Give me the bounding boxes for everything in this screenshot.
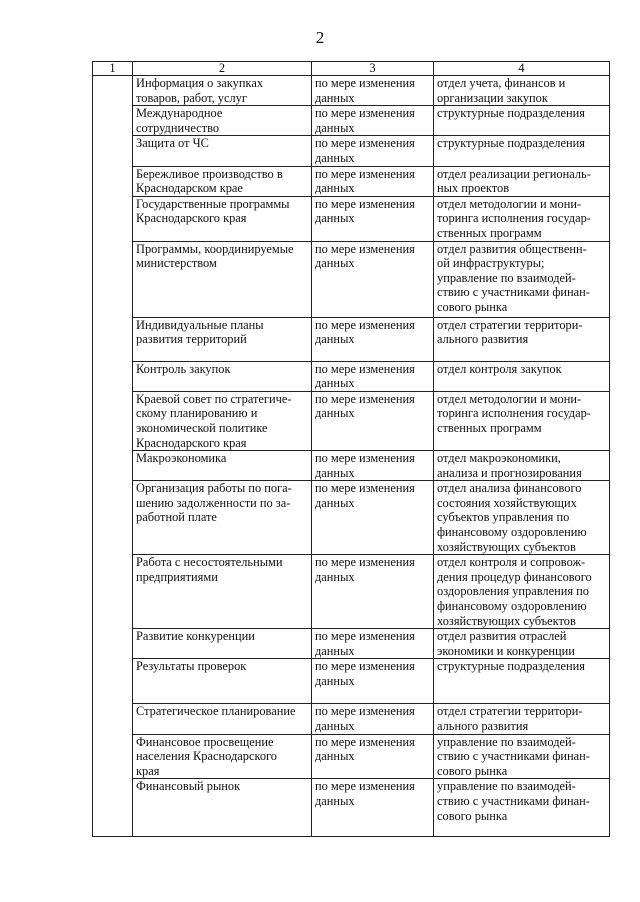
table-row [93, 734, 610, 779]
table-row [93, 391, 610, 450]
update-period-cell-text: по мере изменения данных [315, 555, 415, 584]
topic-cell [133, 241, 312, 317]
responsible-unit-cell-text: отдел методологии и мони- торинга исполнения государ- ственных программ [437, 391, 591, 435]
responsible-unit-cell-text: отдел реализации региональ- ных проектов [437, 166, 591, 196]
topic-cell [133, 451, 312, 481]
responsible-unit-cell-text: структурные подразделения [437, 659, 585, 674]
responsible-unit-cell-text: отдел макроэкономики, анализа и прогнозирования [437, 451, 582, 480]
update-period-cell-text: по мере изменения данных [315, 361, 415, 391]
row-number-cell [93, 196, 133, 241]
update-period-cell [312, 779, 434, 837]
update-period-cell [312, 317, 434, 361]
update-period-cell [312, 555, 434, 629]
table-row [93, 555, 610, 629]
row-number-cell [93, 629, 133, 659]
topic-cell-text: Международное сотрудничество [136, 106, 223, 135]
table-header-row [93, 62, 610, 76]
topic-cell [133, 136, 312, 166]
update-period-cell [312, 106, 434, 136]
row-number-cell [93, 451, 133, 481]
table-row [93, 704, 610, 734]
topic-cell [133, 659, 312, 704]
topic-cell [133, 317, 312, 361]
update-period-cell [312, 451, 434, 481]
topic-cell [133, 196, 312, 241]
responsible-unit-cell [434, 704, 610, 734]
responsible-unit-cell [434, 196, 610, 241]
responsible-unit-cell [434, 659, 610, 704]
update-period-cell [312, 196, 434, 241]
row-number-cell [93, 241, 133, 317]
update-period-cell-text: по мере изменения данных [315, 779, 415, 809]
topic-cell-text: Защита от ЧС [136, 136, 209, 151]
topic-cell-text: Контроль закупок [136, 361, 231, 376]
update-period-cell [312, 391, 434, 450]
row-number-cell [93, 391, 133, 450]
responsible-unit-cell [434, 629, 610, 659]
update-period-cell-text: по мере изменения данных [315, 166, 415, 196]
table-row [93, 76, 610, 106]
topic-cell-text: Государственные программы Краснодарского края [136, 196, 290, 226]
table-row [93, 659, 610, 704]
row-number-cell [93, 704, 133, 734]
column-header: 4 [434, 62, 610, 76]
topic-cell [133, 779, 312, 837]
update-period-cell-text: по мере изменения данных [315, 76, 415, 105]
topic-cell [133, 555, 312, 629]
responsible-unit-cell-text: структурные подразделения [437, 136, 585, 151]
topic-cell [133, 166, 312, 196]
responsible-unit-cell [434, 391, 610, 450]
responsible-unit-cell-text: отдел развития общественн- ой инфраструктуры; управление по взаимодей- ствию с участниками финан- сового рынка [437, 241, 590, 314]
responsible-unit-cell-text: отдел стратегии территори- ального развития [437, 317, 583, 347]
column-header: 2 [133, 62, 312, 76]
responsible-unit-cell [434, 166, 610, 196]
topic-cell [133, 629, 312, 659]
topic-cell-text: Макроэкономика [136, 451, 227, 466]
update-period-cell-text: по мере изменения данных [315, 734, 415, 764]
responsible-unit-cell-text: отдел учета, финансов и организации закупок [437, 76, 566, 105]
update-period-cell [312, 361, 434, 391]
topic-cell-text: Индивидуальные планы развития территорий [136, 317, 264, 347]
update-period-cell-text: по мере изменения данных [315, 241, 415, 271]
responsible-unit-cell [434, 555, 610, 629]
responsible-unit-cell [434, 136, 610, 166]
table-body [93, 76, 610, 837]
update-period-cell [312, 659, 434, 704]
topic-cell-text: Развитие конкуренции [136, 629, 255, 644]
table-row [93, 451, 610, 481]
table-row [93, 106, 610, 136]
update-period-cell-text: по мере изменения данных [315, 481, 415, 510]
update-period-cell [312, 704, 434, 734]
update-period-cell-text: по мере изменения данных [315, 391, 415, 421]
topic-cell-text: Результаты проверок [136, 659, 247, 674]
topic-cell [133, 704, 312, 734]
update-period-cell-text: по мере изменения данных [315, 451, 415, 480]
responsible-unit-cell-text: отдел анализа финансового состояния хозяйствующих субъектов управления по финансовому оздоровлению хозяйствующих субъектов [437, 481, 587, 554]
responsible-unit-cell-text: отдел контроля закупок [437, 361, 562, 376]
responsible-unit-cell [434, 361, 610, 391]
row-number-cell [93, 779, 133, 837]
update-period-cell-text: по мере изменения данных [315, 317, 415, 347]
column-header: 3 [312, 62, 434, 76]
row-number-cell [93, 481, 133, 555]
document-table [92, 61, 610, 837]
responsible-unit-cell-text: структурные подразделения [437, 106, 585, 121]
update-period-cell-text: по мере изменения данных [315, 704, 415, 734]
responsible-unit-cell [434, 106, 610, 136]
column-header: 1 [93, 62, 133, 76]
responsible-unit-cell-text: управление по взаимодей- ствию с участниками финан- сового рынка [437, 734, 590, 778]
update-period-cell-text: по мере изменения данных [315, 659, 415, 689]
topic-cell [133, 106, 312, 136]
table-row [93, 317, 610, 361]
update-period-cell-text: по мере изменения данных [315, 106, 415, 135]
page-number: 2 [315, 28, 325, 47]
responsible-unit-cell-text: отдел стратегии территори- ального развития [437, 704, 583, 734]
row-number-cell [93, 317, 133, 361]
responsible-unit-cell-text: отдел развития отраслей экономики и конкуренции [437, 629, 575, 658]
topic-cell-text: Организация работы по пога- шению задолженности по за- работной плате [136, 481, 292, 525]
topic-cell [133, 734, 312, 779]
update-period-cell [312, 629, 434, 659]
row-number-cell [93, 361, 133, 391]
table-row [93, 629, 610, 659]
responsible-unit-cell [434, 317, 610, 361]
responsible-unit-cell [434, 734, 610, 779]
table-row [93, 166, 610, 196]
topic-cell-text: Стратегическое планирование [136, 704, 296, 719]
responsible-unit-cell [434, 241, 610, 317]
responsible-unit-cell [434, 481, 610, 555]
update-period-cell-text: по мере изменения данных [315, 629, 415, 658]
update-period-cell-text: по мере изменения данных [315, 136, 415, 165]
update-period-cell-text: по мере изменения данных [315, 196, 415, 226]
update-period-cell [312, 166, 434, 196]
update-period-cell [312, 241, 434, 317]
topic-cell-text: Работа с несостоятельными предприятиями [136, 555, 283, 584]
table-row [93, 196, 610, 241]
topic-cell-text: Финансовый рынок [136, 779, 241, 794]
topic-cell-text: Бережливое производство в Краснодарском крае [136, 166, 283, 196]
row-number-cell [93, 555, 133, 629]
responsible-unit-cell-text: управление по взаимодей- ствию с участниками финан- сового рынка [437, 779, 590, 823]
table-row [93, 361, 610, 391]
topic-cell [133, 76, 312, 106]
row-number-cell [93, 76, 133, 106]
table-row [93, 241, 610, 317]
row-number-cell [93, 106, 133, 136]
table-row [93, 481, 610, 555]
topic-cell-text: Финансовое просвещение населения Краснодарского края [136, 734, 278, 778]
topic-cell [133, 391, 312, 450]
topic-cell-text: Информация о закупках товаров, работ, услуг [136, 76, 264, 105]
responsible-unit-cell-text: отдел контроля и сопровож- дения процедур финансового оздоровления управления по финансовому оздоровлению хозяйствующих субъектов [437, 555, 592, 628]
update-period-cell [312, 481, 434, 555]
topic-cell [133, 361, 312, 391]
topic-cell-text: Программы, координируемые министерством [136, 241, 294, 271]
topic-cell [133, 481, 312, 555]
topic-cell-text: Краевой совет по стратегиче- скому планированию и экономической политике Краснодарского края [136, 391, 292, 450]
row-number-cell [93, 136, 133, 166]
row-number-cell [93, 166, 133, 196]
update-period-cell [312, 136, 434, 166]
responsible-unit-cell [434, 76, 610, 106]
update-period-cell [312, 734, 434, 779]
table-row [93, 136, 610, 166]
responsible-unit-cell-text: отдел методологии и мони- торинга исполнения государ- ственных программ [437, 196, 591, 240]
responsible-unit-cell [434, 451, 610, 481]
table-row [93, 779, 610, 837]
row-number-cell [93, 734, 133, 779]
responsible-unit-cell [434, 779, 610, 837]
update-period-cell [312, 76, 434, 106]
row-number-cell [93, 659, 133, 704]
